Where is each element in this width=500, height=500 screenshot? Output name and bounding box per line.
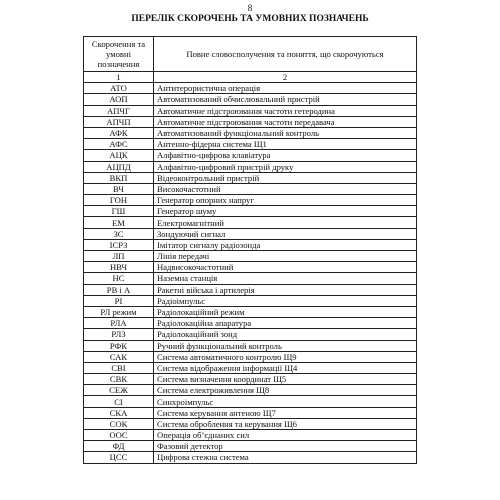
description-cell: Відеоконтрольний пристрій	[154, 172, 417, 183]
column-number-row	[84, 72, 417, 83]
description-cell: Алфавітно-цифрова клавіатура	[154, 150, 417, 161]
table-row	[84, 452, 417, 463]
table-row	[84, 295, 417, 306]
abbreviation-cell: АПЧГ	[84, 105, 154, 116]
description-cell: Автоматизований обчислювальний пристрій	[154, 94, 417, 105]
table-row	[84, 94, 417, 105]
abbreviation-cell: ООС	[84, 430, 154, 441]
table-row	[84, 127, 417, 138]
table-row	[84, 318, 417, 329]
table-row	[84, 374, 417, 385]
description-cell: Генератор шуму	[154, 206, 417, 217]
abbreviation-cell: ГШ	[84, 206, 154, 217]
abbreviation-cell: АЦК	[84, 150, 154, 161]
table-row	[84, 251, 417, 262]
abbreviation-cell: РЛЗ	[84, 329, 154, 340]
table-row	[84, 83, 417, 94]
description-cell: Електромагнітний	[154, 217, 417, 228]
abbreviation-cell: АФС	[84, 139, 154, 150]
description-cell: Наземна станція	[154, 273, 417, 284]
description-cell: Система визначення координат Щ5	[154, 374, 417, 385]
description-cell: Імітатор сигналу радіозонда	[154, 239, 417, 250]
abbreviation-cell: НС	[84, 273, 154, 284]
description-cell: Алфавітно-цифровий пристрій друку	[154, 161, 417, 172]
table-row	[84, 362, 417, 373]
abbreviation-cell: СІ	[84, 396, 154, 407]
abbreviation-cell: ФД	[84, 441, 154, 452]
abbreviation-cell: ЛП	[84, 251, 154, 262]
abbreviation-cell: ГОН	[84, 195, 154, 206]
table-row	[84, 217, 417, 228]
table-row	[84, 407, 417, 418]
abbreviation-cell: СОК	[84, 418, 154, 429]
table-row	[84, 228, 417, 239]
description-cell: Надвисокочастотний	[154, 262, 417, 273]
abbreviation-cell: ВКП	[84, 172, 154, 183]
description-cell: Фазовий детектор	[154, 441, 417, 452]
table-row	[84, 239, 417, 250]
table-row	[84, 139, 417, 150]
table-row	[84, 340, 417, 351]
description-cell: Радіолокаційний зонд	[154, 329, 417, 340]
table-row	[84, 306, 417, 317]
abbreviation-cell: РЛ режим	[84, 306, 154, 317]
column-number-2: 2	[154, 72, 417, 83]
page-number: 8	[247, 3, 253, 13]
description-cell: Ручний функціональний контроль	[154, 340, 417, 351]
table-row	[84, 161, 417, 172]
description-cell: Система автоматичного контролю Щ9	[154, 351, 417, 362]
description-cell: Автоматичне підстроювання частоти гетеродина	[154, 105, 417, 116]
abbreviation-cell: ЕМ	[84, 217, 154, 228]
abbreviation-cell: СВК	[84, 374, 154, 385]
table-row	[84, 195, 417, 206]
table-row	[84, 385, 417, 396]
description-cell: Антитерористична операція	[154, 83, 417, 94]
description-cell: Зондуючий сигнал	[154, 228, 417, 239]
abbreviation-cell: ЦСС	[84, 452, 154, 463]
table-row	[84, 418, 417, 429]
description-cell: Радіоімпульс	[154, 295, 417, 306]
table-row	[84, 105, 417, 116]
table-row	[84, 172, 417, 183]
description-cell: Радіолокаційна апаратура	[154, 318, 417, 329]
table-row	[84, 150, 417, 161]
abbreviation-cell: ІСРЗ	[84, 239, 154, 250]
abbreviation-cell: ВЧ	[84, 183, 154, 194]
abbreviations-table	[83, 36, 417, 464]
abbreviation-cell: РЛА	[84, 318, 154, 329]
table-row	[84, 441, 417, 452]
description-cell: Радіолокаційний режим	[154, 306, 417, 317]
description-cell: Генератор опорних напруг	[154, 195, 417, 206]
description-cell: Лінія передачі	[154, 251, 417, 262]
abbreviation-cell: СВІ	[84, 362, 154, 373]
description-cell: Система керування антеною Щ7	[154, 407, 417, 418]
abbreviation-cell: АЦПД	[84, 161, 154, 172]
table-header-row	[84, 37, 417, 72]
description-cell: Цифрова стежна система	[154, 452, 417, 463]
abbreviation-cell: НВЧ	[84, 262, 154, 273]
table-row	[84, 116, 417, 127]
abbreviation-cell: АТО	[84, 83, 154, 94]
table-row	[84, 284, 417, 295]
description-cell: Система електроживлення Щ8	[154, 385, 417, 396]
description-cell: Система відображення інформації Щ4	[154, 362, 417, 373]
abbreviation-cell: АФК	[84, 127, 154, 138]
description-cell: Автоматизований функціональний контроль	[154, 127, 417, 138]
column-number-1: 1	[84, 72, 154, 83]
page-heading: ПЕРЕЛІК СКОРОЧЕНЬ ТА УМОВНИХ ПОЗНАЧЕНЬ	[131, 14, 369, 24]
table-row	[84, 396, 417, 407]
abbreviation-cell: РІ	[84, 295, 154, 306]
abbreviation-cell: РФК	[84, 340, 154, 351]
description-cell: Антенно-фідерна система Щ1	[154, 139, 417, 150]
description-cell: Високочастотний	[154, 183, 417, 194]
abbreviation-cell: СЕЖ	[84, 385, 154, 396]
abbreviation-cell: РВ і А	[84, 284, 154, 295]
table-row	[84, 206, 417, 217]
abbreviation-cell: ЗС	[84, 228, 154, 239]
abbreviation-cell: АПЧП	[84, 116, 154, 127]
description-cell: Операція об’єднаних сил	[154, 430, 417, 441]
table-row	[84, 329, 417, 340]
abbreviation-cell: САК	[84, 351, 154, 362]
header-abbreviation: Скорочення та умовні позначення	[84, 37, 154, 72]
table-row	[84, 183, 417, 194]
table-row	[84, 262, 417, 273]
abbreviation-cell: СКА	[84, 407, 154, 418]
description-cell: Система оброблення та керування Щ6	[154, 418, 417, 429]
description-cell: Автоматичне підстроювання частоти передавача	[154, 116, 417, 127]
table-row	[84, 273, 417, 284]
abbreviation-cell: АОП	[84, 94, 154, 105]
description-cell: Ракетні війська і артилерія	[154, 284, 417, 295]
header-full-phrase: Повне словосполучення та поняття, що скорочуються	[154, 37, 417, 72]
table-row	[84, 351, 417, 362]
table-row	[84, 430, 417, 441]
description-cell: Синхроімпульс	[154, 396, 417, 407]
